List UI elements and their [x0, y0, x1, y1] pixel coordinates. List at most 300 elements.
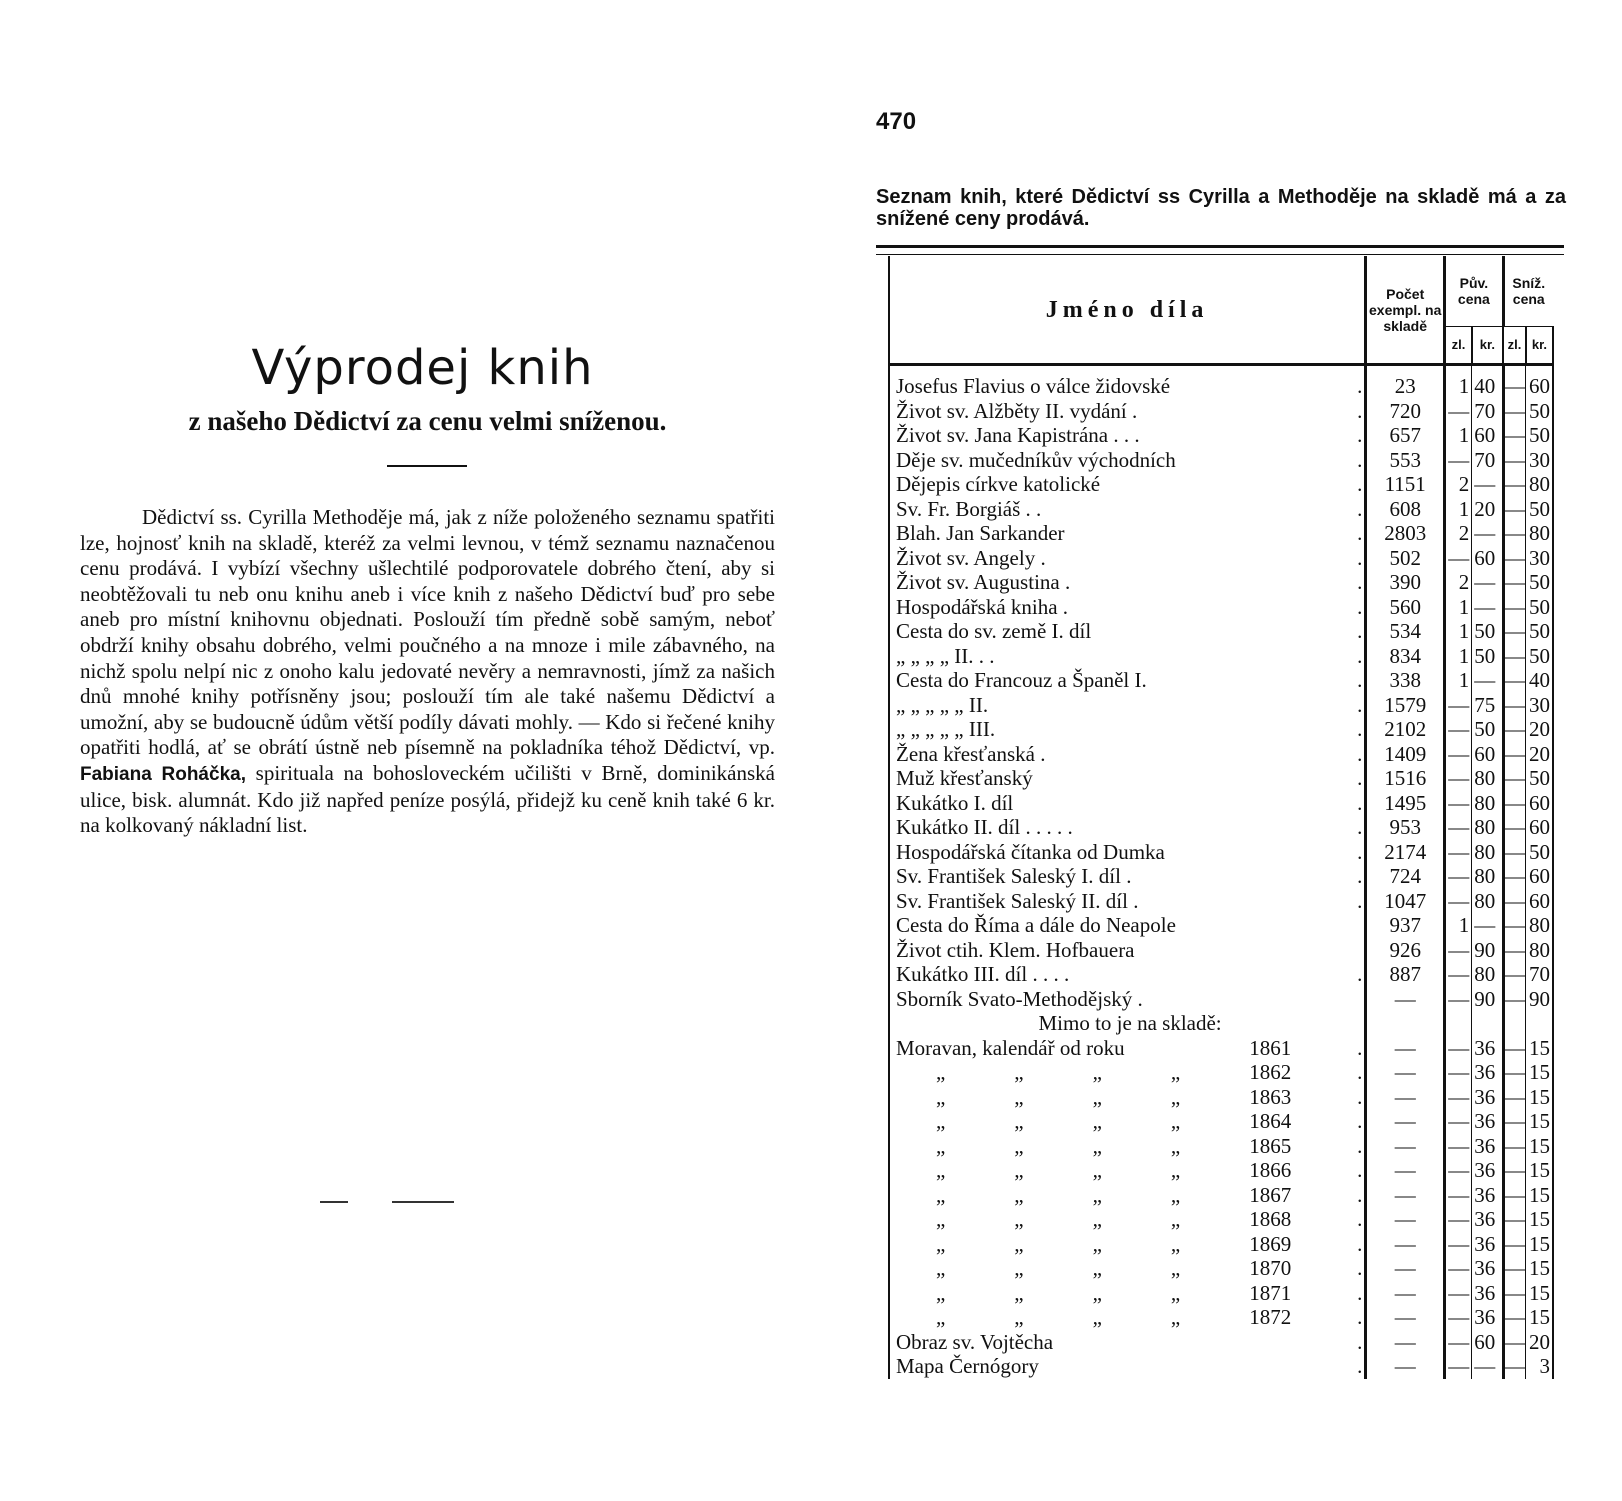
calendar-year: 1869	[1249, 1231, 1292, 1256]
stock-note: Mimo to je na skladě:	[889, 1011, 1366, 1036]
leader-dot: .	[1357, 423, 1363, 447]
leader-dot: .	[1357, 570, 1363, 594]
table-row	[889, 693, 1553, 718]
orig-price-kr: 80	[1472, 840, 1503, 865]
orig-price-kr: 36	[1472, 1305, 1503, 1330]
calendar-year: 1867	[1249, 1182, 1292, 1207]
reduced-price-kr: 50	[1526, 399, 1553, 424]
reduced-price-kr: 3	[1526, 1354, 1553, 1379]
calendar-title	[889, 1060, 1355, 1085]
ditto-mark: „	[936, 1182, 946, 1207]
reduced-price-kr: 15	[1526, 1036, 1553, 1061]
stock-count: 502	[1366, 546, 1445, 571]
orig-price-kr: —	[1472, 1354, 1503, 1379]
calendar-row	[889, 1060, 1553, 1085]
ditto-mark: „	[1014, 1109, 1024, 1133]
calendar-year: 1866	[1249, 1158, 1292, 1182]
leader-dot: .	[1357, 1207, 1363, 1231]
orig-price-fl: 2	[1458, 570, 1470, 594]
stock-count: —	[1366, 1354, 1445, 1379]
calendar-title	[889, 1085, 1355, 1110]
stock-note-row	[889, 1011, 1553, 1036]
reduced-price-fl: —	[1504, 913, 1526, 937]
reduced-price-fl: —	[1504, 986, 1526, 1011]
table-title-rule	[876, 245, 1564, 255]
reduced-price-kr: 30	[1526, 448, 1553, 473]
reduced-price-fl: —	[1504, 839, 1526, 864]
orig-price-fl: —	[1448, 1084, 1470, 1109]
ditto-mark: „	[1092, 1280, 1102, 1305]
table-row	[889, 742, 1553, 767]
ditto-mark: „	[936, 1231, 946, 1256]
orig-price-kr: 60	[1472, 1330, 1503, 1355]
stock-count: —	[1366, 987, 1445, 1012]
leader-dot: .	[1357, 766, 1363, 790]
orig-price-kr: 40	[1472, 365, 1503, 399]
stock-count: —	[1366, 1109, 1445, 1134]
orig-price-fl: —	[1448, 1158, 1470, 1182]
ditto-mark: „	[1170, 1256, 1181, 1280]
reduced-price-kr: 80	[1526, 938, 1553, 963]
leader-dot: .	[1357, 864, 1363, 888]
stock-count: 338	[1366, 668, 1445, 693]
calendar-year: 1862	[1249, 1060, 1292, 1084]
reduced-price-fl: —	[1504, 1158, 1526, 1182]
book-name: Kukátko III. díl . . . .	[889, 962, 1355, 987]
stock-count: 657	[1366, 423, 1445, 448]
table-row	[889, 644, 1553, 669]
table-row	[889, 668, 1553, 693]
ditto-mark: „	[936, 1256, 946, 1280]
ditto-mark: „	[1014, 1231, 1024, 1256]
orig-price-fl: —	[1448, 1280, 1470, 1305]
ditto-mark: „	[1092, 1133, 1102, 1158]
reduced-price-fl: —	[1504, 1084, 1526, 1109]
header-name: Jméno díla	[889, 256, 1366, 365]
stock-count: —	[1366, 1232, 1445, 1257]
orig-price-fl: —	[1448, 1256, 1470, 1280]
orig-price-fl: —	[1448, 888, 1470, 913]
reduced-price-kr: 80	[1526, 521, 1553, 546]
stock-count: 834	[1366, 644, 1445, 669]
reduced-price-kr: 40	[1526, 668, 1553, 693]
header-orig-kr: kr.	[1472, 327, 1503, 365]
ditto-mark: „	[1014, 1084, 1024, 1109]
reduced-price-kr: 15	[1526, 1305, 1553, 1330]
orig-price-fl: —	[1448, 1305, 1470, 1329]
orig-price-fl: —	[1448, 1354, 1470, 1378]
table-row	[889, 472, 1553, 497]
leader-dot: .	[1357, 472, 1363, 496]
book-name: Sborník Svato-Methodějský .	[889, 987, 1355, 1012]
orig-price-kr: 36	[1472, 1256, 1503, 1281]
orig-price-fl: —	[1448, 545, 1470, 570]
leader-dot: .	[1357, 790, 1363, 815]
table-row	[889, 938, 1553, 963]
stock-count: 608	[1366, 497, 1445, 522]
ditto-mark: „	[1092, 1084, 1102, 1109]
reduced-price-kr: 50	[1526, 644, 1553, 669]
orig-price-fl: —	[1448, 398, 1470, 423]
book-name: Sv. Fr. Borgiáš . .	[889, 497, 1355, 522]
leader-dot: .	[1357, 1329, 1363, 1354]
stock-count: —	[1366, 1134, 1445, 1159]
orig-price-fl: 2	[1458, 472, 1470, 496]
reduced-price-fl: —	[1504, 1231, 1526, 1256]
reduced-price-kr: 50	[1526, 619, 1553, 644]
calendar-row	[889, 1207, 1553, 1232]
reduced-price-kr: 15	[1526, 1256, 1553, 1281]
reduced-price-kr: 80	[1526, 913, 1553, 938]
leader-dot	[1355, 913, 1365, 938]
leader-dot: .	[1357, 521, 1363, 545]
stock-count: 2102	[1366, 717, 1445, 742]
reduced-price-kr: 15	[1526, 1134, 1553, 1159]
orig-price-fl: —	[1448, 1109, 1470, 1133]
table-row	[889, 913, 1553, 938]
calendar-row	[889, 1085, 1553, 1110]
reduced-price-fl: —	[1504, 472, 1526, 496]
table-row	[889, 365, 1553, 399]
ditto-mark: „	[936, 1280, 946, 1305]
orig-price-kr: 60	[1472, 742, 1503, 767]
orig-price-kr: 80	[1472, 791, 1503, 816]
book-name: Kukátko II. díl . . . . .	[889, 815, 1355, 840]
stock-count: —	[1366, 1207, 1445, 1232]
reduced-price-fl: —	[1504, 496, 1526, 521]
leader-dot: .	[1357, 594, 1363, 619]
reduced-price-kr: 50	[1526, 423, 1553, 448]
ditto-mark: „	[1092, 1305, 1102, 1329]
reduced-price-kr: 70	[1526, 962, 1553, 987]
calendar-year: 1871	[1249, 1280, 1292, 1305]
stock-count: —	[1366, 1183, 1445, 1208]
ditto-mark: „	[1014, 1305, 1024, 1329]
orig-price-kr: 80	[1472, 815, 1503, 840]
calendar-row	[889, 1183, 1553, 1208]
orig-price-kr: 36	[1472, 1232, 1503, 1257]
leader-dot: .	[1357, 1280, 1363, 1305]
orig-price-kr: —	[1472, 913, 1503, 938]
leader-dot: .	[1357, 496, 1363, 521]
ditto-mark: „	[1170, 1207, 1181, 1231]
orig-price-fl: —	[1448, 1133, 1470, 1158]
book-name: Hospodářská kniha .	[889, 595, 1355, 620]
reduced-price-kr: 90	[1526, 987, 1553, 1012]
orig-price-fl: —	[1448, 717, 1470, 741]
book-name: Život sv. Angely .	[889, 546, 1355, 571]
reduced-price-fl: —	[1504, 1256, 1526, 1280]
table-row	[889, 399, 1553, 424]
table-row	[889, 864, 1553, 889]
leader-dot: .	[1357, 447, 1363, 472]
orig-price-fl: —	[1448, 1329, 1470, 1354]
stock-count: 926	[1366, 938, 1445, 963]
orig-price-fl: 1	[1458, 374, 1470, 398]
orig-price-kr: 90	[1472, 987, 1503, 1012]
leader-dot: .	[1357, 619, 1363, 643]
ditto-mark: „	[936, 1109, 946, 1133]
leader-dot: .	[1357, 1305, 1363, 1329]
orig-price-kr: —	[1472, 521, 1503, 546]
orig-price-kr: 36	[1472, 1060, 1503, 1085]
empty-cell	[1503, 1011, 1526, 1036]
reduced-price-fl: —	[1504, 521, 1526, 545]
stock-count: 1409	[1366, 742, 1445, 767]
reduced-price-fl: —	[1504, 1035, 1526, 1060]
ditto-mark: „	[1170, 1305, 1181, 1329]
stock-count: 560	[1366, 595, 1445, 620]
book-name: Žena křesťanská .	[889, 742, 1355, 767]
book-name: Cesta do Říma a dále do Neapole	[889, 913, 1355, 938]
title-divider	[387, 465, 467, 467]
table-row	[889, 423, 1553, 448]
leader-dot: .	[1357, 692, 1363, 717]
table-row	[889, 766, 1553, 791]
orig-price-kr: 20	[1472, 497, 1503, 522]
stock-count: 23	[1366, 365, 1445, 399]
calendar-year: 1870	[1249, 1256, 1292, 1280]
reduced-price-fl: —	[1504, 1182, 1526, 1207]
reduced-price-fl: —	[1504, 815, 1526, 839]
stock-count: 1495	[1366, 791, 1445, 816]
reduced-price-fl: —	[1504, 766, 1526, 790]
leader-dot: .	[1357, 839, 1363, 864]
leader-dot: .	[1357, 545, 1363, 570]
leader-dot: .	[1357, 815, 1363, 839]
treasurer-name: Fabiana Roháčka,	[80, 763, 246, 785]
ditto-mark: „	[936, 1060, 946, 1084]
reduced-price-kr: 20	[1526, 1330, 1553, 1355]
calendar-year: 1865	[1249, 1133, 1292, 1158]
ditto-mark: „	[1170, 1133, 1181, 1158]
reduced-price-kr: 60	[1526, 791, 1553, 816]
leader-dot: .	[1357, 962, 1363, 986]
orig-price-fl: —	[1448, 864, 1470, 888]
reduced-price-kr: 20	[1526, 742, 1553, 767]
table-row	[889, 1354, 1553, 1379]
book-name: Život sv. Augustina .	[889, 570, 1355, 595]
orig-price-fl: —	[1448, 741, 1470, 766]
book-name: „ „ „ „ II. . .	[889, 644, 1355, 669]
stock-count: —	[1366, 1305, 1445, 1330]
orig-price-kr: —	[1472, 570, 1503, 595]
ditto-mark: „	[1092, 1182, 1102, 1207]
orig-price-kr: 80	[1472, 962, 1503, 987]
stock-count: 720	[1366, 399, 1445, 424]
reduced-price-fl: —	[1504, 594, 1526, 619]
stock-count: 1047	[1366, 889, 1445, 914]
book-name: Mapa Černógory	[889, 1354, 1355, 1379]
empty-cell	[1526, 1011, 1553, 1036]
table-row	[889, 840, 1553, 865]
calendar-title	[889, 1183, 1355, 1208]
stock-count: 953	[1366, 815, 1445, 840]
leader-dot: .	[1357, 1231, 1363, 1256]
ditto-mark: „	[936, 1305, 946, 1329]
leader-dot: .	[1357, 668, 1363, 692]
ditto-mark: „	[1092, 1060, 1102, 1084]
reduced-price-fl: —	[1504, 1354, 1526, 1378]
reduced-price-fl: —	[1504, 937, 1526, 962]
stock-count: —	[1366, 1036, 1445, 1061]
calendar-title	[889, 1109, 1355, 1134]
reduced-price-fl: —	[1504, 962, 1526, 986]
page-subtitle: z našeho Dědictví za cenu velmi sníženou.	[188, 406, 667, 436]
orig-price-fl: —	[1448, 447, 1470, 472]
table-row	[889, 448, 1553, 473]
leader-dot: .	[1357, 741, 1363, 766]
reduced-price-kr: 30	[1526, 546, 1553, 571]
leader-dot: .	[1357, 374, 1363, 398]
leader-dot: .	[1357, 398, 1363, 423]
orig-price-fl: —	[1448, 1207, 1470, 1231]
stock-count: 553	[1366, 448, 1445, 473]
calendar-row	[889, 1158, 1553, 1183]
orig-price-fl: 1	[1458, 594, 1470, 619]
calendar-title	[889, 1158, 1355, 1183]
book-name: Kukátko I. díl	[889, 791, 1355, 816]
calendar-row	[889, 1134, 1553, 1159]
table-row	[889, 521, 1553, 546]
calendar-title	[889, 1281, 1355, 1306]
orig-price-kr: 60	[1472, 546, 1503, 571]
leader-dot: .	[1357, 1084, 1363, 1109]
table-row	[889, 717, 1553, 742]
ditto-mark: „	[1170, 1231, 1181, 1256]
calendar-title	[889, 1256, 1355, 1281]
orig-price-kr: 36	[1472, 1158, 1503, 1183]
orig-price-kr: —	[1472, 472, 1503, 497]
orig-price-kr: 50	[1472, 644, 1503, 669]
ditto-mark: „	[1014, 1060, 1024, 1084]
book-name: Hospodářská čítanka od Dumka	[889, 840, 1355, 865]
orig-price-fl: —	[1448, 1182, 1470, 1207]
leader-dot: .	[1357, 1035, 1363, 1060]
ditto-mark: „	[1014, 1133, 1024, 1158]
orig-price-kr: —	[1472, 595, 1503, 620]
ditto-mark: „	[1014, 1207, 1024, 1231]
leader-dot	[1355, 938, 1365, 963]
orig-price-kr: 80	[1472, 889, 1503, 914]
orig-price-kr: 75	[1472, 693, 1503, 718]
stock-count: —	[1366, 1158, 1445, 1183]
table-row	[889, 619, 1553, 644]
orig-price-kr: 90	[1472, 938, 1503, 963]
reduced-price-kr: 15	[1526, 1085, 1553, 1110]
leader-dot: .	[1357, 1354, 1363, 1378]
reduced-price-fl: —	[1504, 1109, 1526, 1133]
empty-cell	[1445, 1011, 1472, 1036]
reduced-price-kr: 15	[1526, 1207, 1553, 1232]
calendar-row	[889, 1256, 1553, 1281]
orig-price-fl: —	[1448, 962, 1470, 986]
leader-dot: .	[1357, 717, 1363, 741]
orig-price-kr: 36	[1472, 1085, 1503, 1110]
reduced-price-fl: —	[1504, 570, 1526, 594]
orig-price-fl: —	[1448, 766, 1470, 790]
table-row	[889, 791, 1553, 816]
stock-count: 887	[1366, 962, 1445, 987]
orig-price-fl: 2	[1458, 521, 1470, 545]
ditto-mark: „	[1092, 1231, 1102, 1256]
calendar-title	[889, 1134, 1355, 1159]
ditto-mark: „	[1014, 1280, 1024, 1305]
book-name: „ „ „ „ „ II.	[889, 693, 1355, 718]
reduced-price-fl: —	[1504, 1060, 1526, 1084]
left-page	[60, 340, 775, 839]
reduced-price-kr: 60	[1526, 815, 1553, 840]
announcement-text-1: Dědictví ss. Cyrilla Methoděje má, jak z níže položeného seznamu spatřiti lze, hojnosť knih na skladě, kteréž za velmi levnou, v témž seznamu naznačenou cenu prodává. I vybízí všechny ušlechtilé podporovatele dobrého čtení, aby si neobtěžovali tu neb onu knihu aneb i více knih z našeho Dědictví buď pro sebe aneb pro místní knihovnu objednati. Poslouží tím předně sobě samým, neboť obdrží knihy obsahu dobrého, velmi poučného a na mnoze i mile zábavného, na nichž spolu nelpí nic z onoho kalu jedovaté nevěry a nemravnosti, jímž za našich dnů mnohé knihy potřísněny jsou; poslouží tím ale také našemu Dědictví a umožní, aby se budoucně údům větší podíly dávati mohly. — Kdo si řečené knihy opatřiti hodlá, ať se obrátí ústně neb písemně na pokladníka téhož Dědictví, vp.	[80, 505, 775, 760]
ditto-mark: „	[1170, 1158, 1181, 1182]
reduced-price-kr: 15	[1526, 1281, 1553, 1306]
books-table-body	[889, 365, 1553, 1379]
reduced-price-kr: 80	[1526, 472, 1553, 497]
leader-dot: .	[1357, 1256, 1363, 1280]
reduced-price-kr: 50	[1526, 497, 1553, 522]
ditto-mark: „	[1092, 1256, 1102, 1280]
orig-price-kr: 36	[1472, 1036, 1503, 1061]
announcement-paragraph	[80, 505, 775, 839]
table-row	[889, 889, 1553, 914]
orig-price-fl: 1	[1458, 496, 1470, 521]
calendar-row	[889, 1305, 1553, 1330]
orig-price-fl: —	[1448, 790, 1470, 815]
table-row	[889, 497, 1553, 522]
header-reduced-fl: zl.	[1503, 327, 1526, 365]
stock-count: —	[1366, 1256, 1445, 1281]
reduced-price-fl: —	[1504, 668, 1526, 692]
ditto-mark: „	[1092, 1158, 1102, 1182]
stock-count: 2174	[1366, 840, 1445, 865]
table-row	[889, 815, 1553, 840]
book-name: Dějepis církve katolické	[889, 472, 1355, 497]
calendar-title	[889, 1232, 1355, 1257]
orig-price-kr: 50	[1472, 619, 1503, 644]
orig-price-kr: 36	[1472, 1183, 1503, 1208]
leader-dot: .	[1357, 888, 1363, 913]
reduced-price-fl: —	[1504, 398, 1526, 423]
reduced-price-kr: 60	[1526, 365, 1553, 399]
stock-count: 1151	[1366, 472, 1445, 497]
reduced-price-kr: 50	[1526, 570, 1553, 595]
reduced-price-fl: —	[1504, 864, 1526, 888]
reduced-price-fl: —	[1504, 717, 1526, 741]
book-name: Děje sv. mučedníkův východních	[889, 448, 1355, 473]
leader-dot: .	[1357, 1109, 1363, 1133]
orig-price-fl: —	[1448, 815, 1470, 839]
calendar-year: 1864	[1249, 1109, 1292, 1133]
reduced-price-kr: 50	[1526, 840, 1553, 865]
calendar-title	[889, 1207, 1355, 1232]
header-reduced-kr: kr.	[1526, 327, 1553, 365]
orig-price-kr: 80	[1472, 766, 1503, 791]
orig-price-fl: —	[1448, 1035, 1470, 1060]
stock-count: 2803	[1366, 521, 1445, 546]
stock-count: 937	[1366, 913, 1445, 938]
empty-cell	[1472, 1011, 1503, 1036]
calendar-year: 1863	[1249, 1084, 1292, 1109]
ditto-mark: „	[1014, 1158, 1024, 1182]
ditto-mark: „	[936, 1158, 946, 1182]
book-name: „ „ „ „ „ III.	[889, 717, 1355, 742]
reduced-price-fl: —	[1504, 692, 1526, 717]
book-name: Josefus Flavius o válce židovské	[889, 365, 1355, 399]
reduced-price-kr: 15	[1526, 1158, 1553, 1183]
reduced-price-kr: 50	[1526, 595, 1553, 620]
reduced-price-kr: 15	[1526, 1109, 1553, 1134]
orig-price-kr: 60	[1472, 423, 1503, 448]
